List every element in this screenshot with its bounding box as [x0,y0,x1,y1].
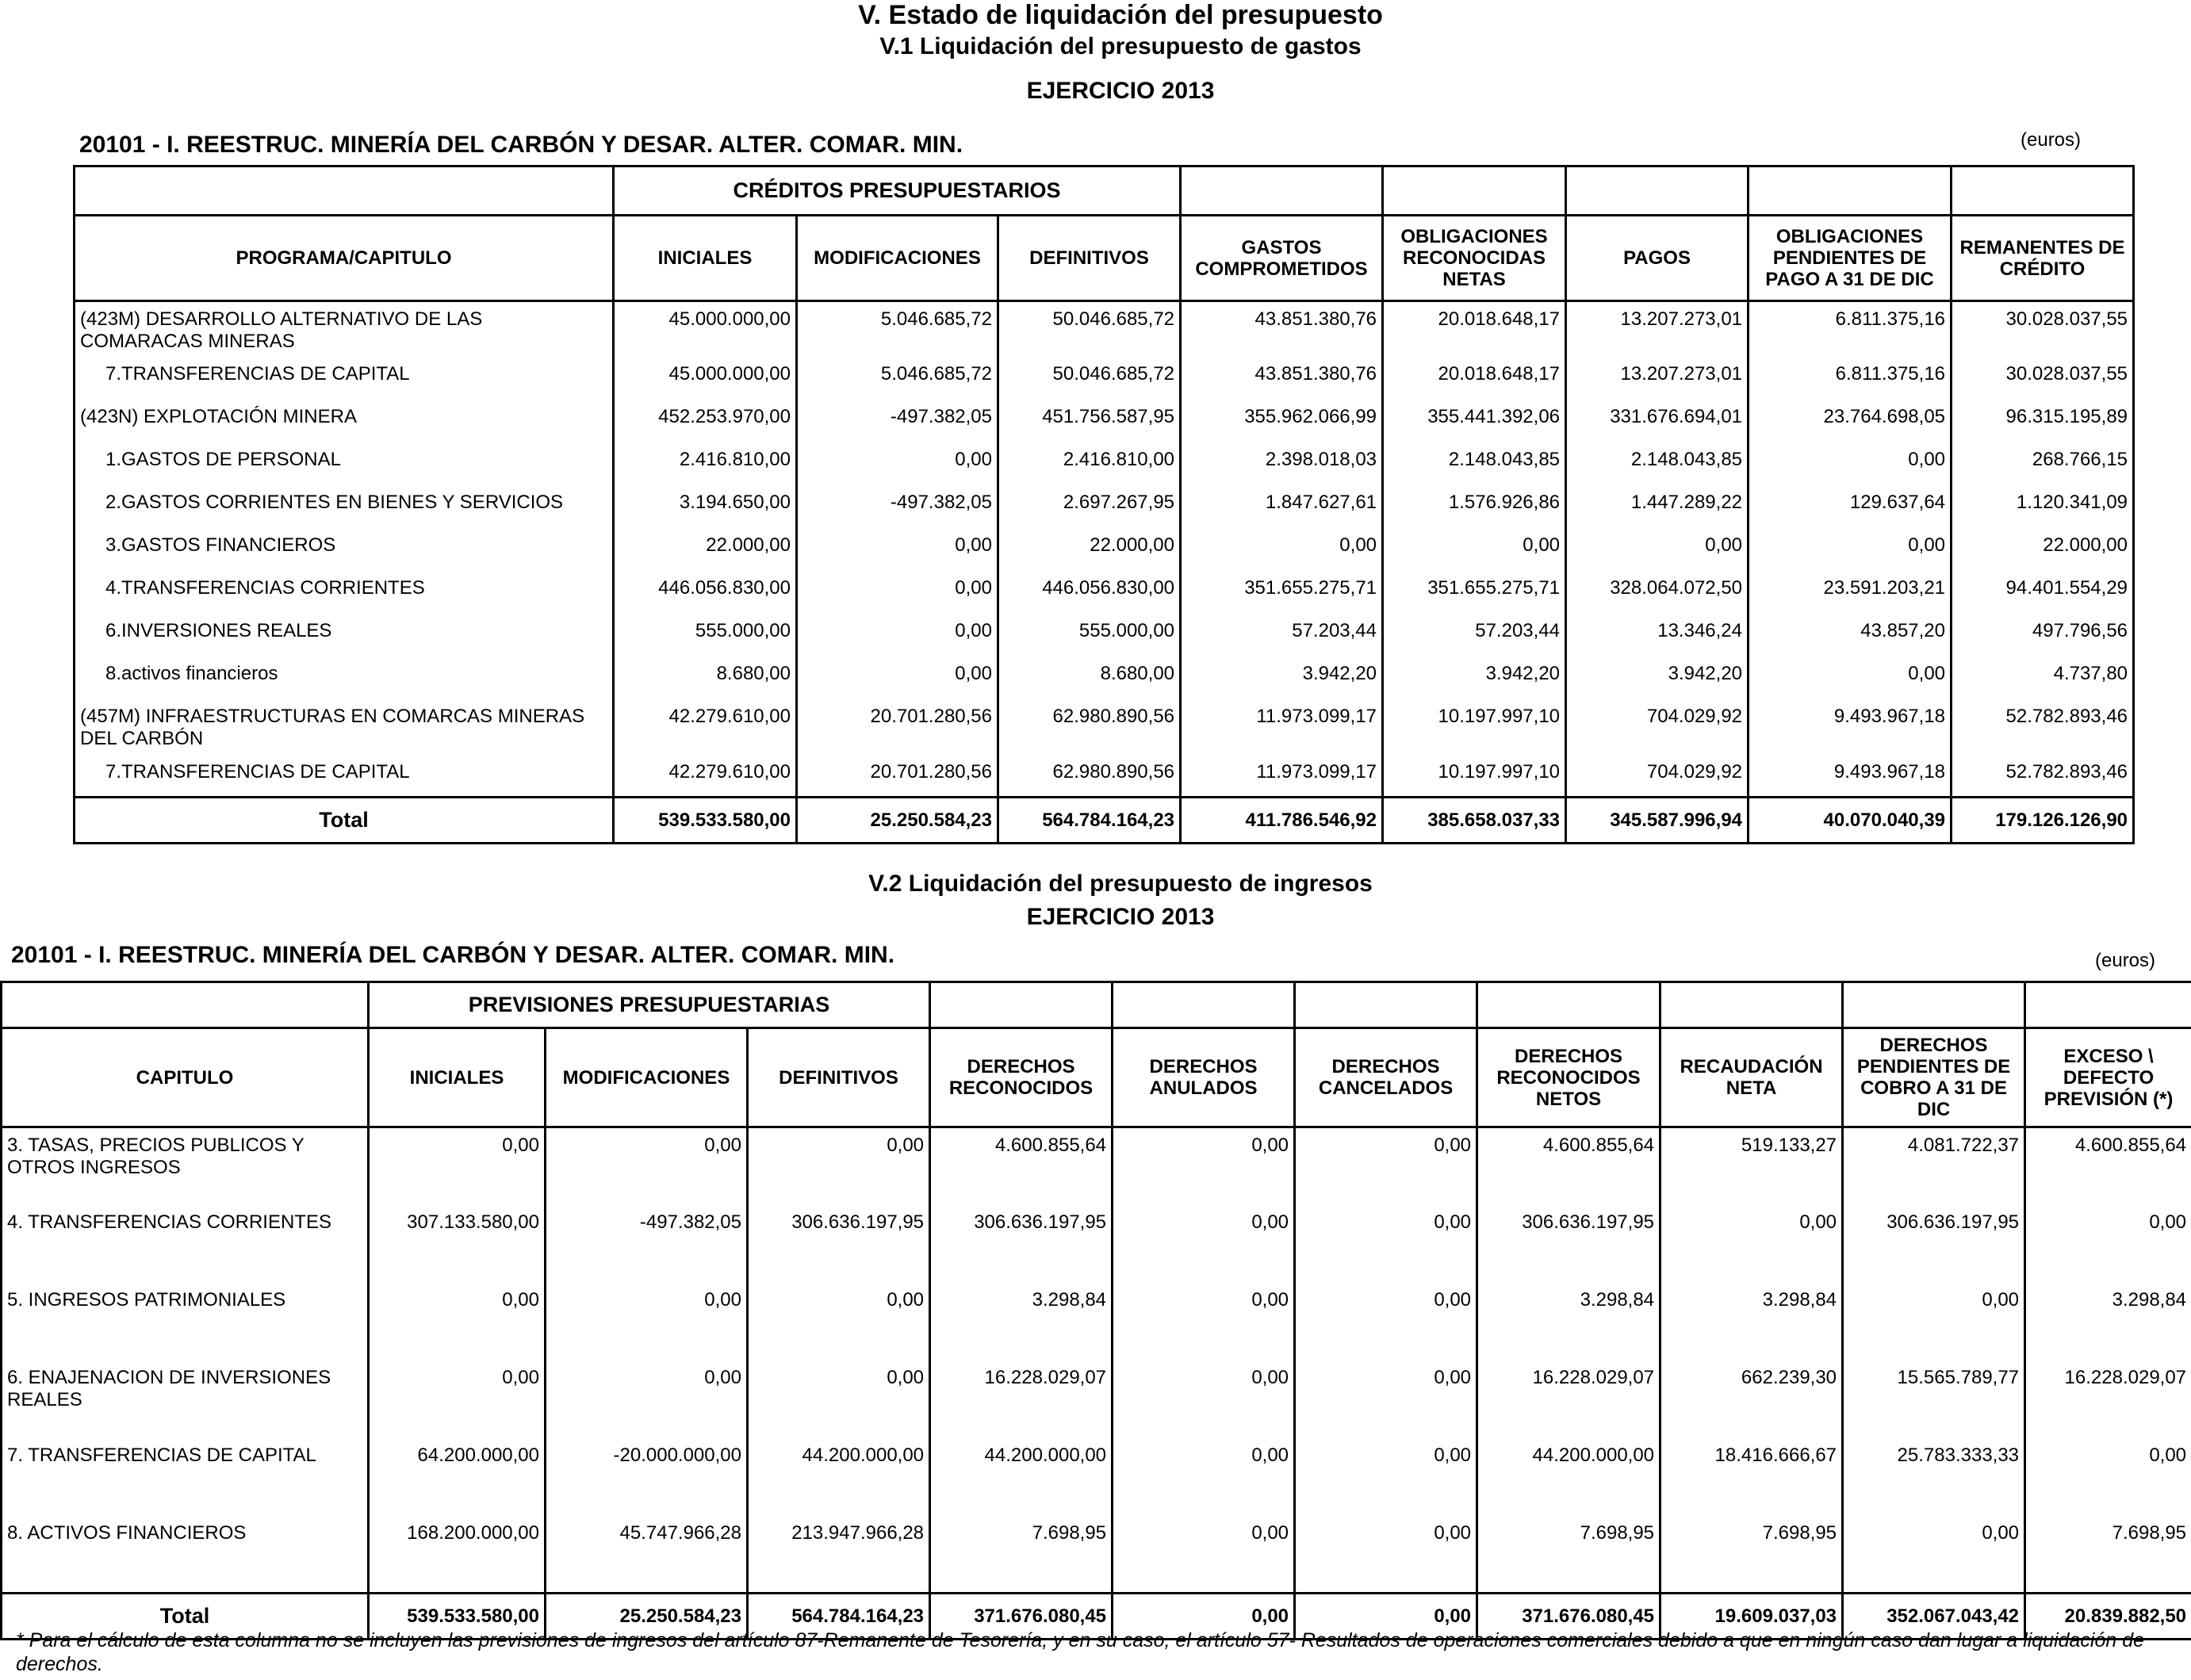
ingresos-col-header: DERECHOS PENDIENTES DE COBRO A 31 DE DIC [1843,1028,2025,1127]
cell-value: 0,00 [797,528,998,571]
row-label: (457M) INFRAESTRUCTURAS EN COMARCAS MINERAS DEL CARBÓN [75,699,614,755]
cell-value: 0,00 [1113,1283,1295,1360]
gastos-col-header: INICIALES [614,216,797,301]
cell-value: 0,00 [1566,528,1749,571]
gastos-col-header: PROGRAMA/CAPITULO [75,216,614,301]
cell-value: 4.081.722,37 [1843,1127,2025,1205]
cell-value: 2.148.043,85 [1383,442,1566,485]
gastos-col-header: OBLIGACIONES PENDIENTES DE PAGO A 31 DE DIC [1749,216,1952,301]
cell-value: 13.346,24 [1566,614,1749,656]
row-label: 5. INGRESOS PATRIMONIALES [2,1283,369,1360]
cell-value: 43.851.380,76 [1181,301,1383,357]
cell-value: 7.698,95 [930,1516,1113,1594]
exercise-label: EJERCICIO 2013 [1026,78,1215,104]
cell-value: 7.698,95 [1660,1516,1843,1594]
gastos-col-header: PAGOS [1566,216,1749,301]
cell-value: 20.701.280,56 [797,699,998,755]
cell-value: 1.847.627,61 [1181,485,1383,528]
cell-value: 94.401.554,29 [1952,571,2134,614]
cell-value: 452.253.970,00 [614,400,797,442]
cell-value: 0,00 [369,1283,546,1360]
cell-value: 0,00 [1383,528,1566,571]
cell-value: 0,00 [1181,528,1383,571]
cell-value: 306.636.197,95 [1843,1205,2025,1283]
cell-value: 2.148.043,85 [1566,442,1749,485]
cell-value: 306.636.197,95 [748,1205,930,1283]
table-row [2,1516,2191,1594]
cell-value: 11.973.099,17 [1181,755,1383,798]
cell-value: 555.000,00 [998,614,1181,656]
cell-value: 64.200.000,00 [369,1438,546,1516]
cell-value: 30.028.037,55 [1952,301,2134,357]
cell-value: 0,00 [748,1360,930,1438]
table-row [75,699,2134,755]
total-value: 25.250.584,23 [797,798,998,844]
cell-value: 45.747.966,28 [546,1516,748,1594]
ingresos-col-header: DEFINITIVOS [748,1028,930,1127]
row-label: 2.GASTOS CORRIENTES EN BIENES Y SERVICIOS [75,485,614,528]
cell-value: -497.382,05 [546,1205,748,1283]
gastos-org-title: 20101 - I. REESTRUC. MINERÍA DEL CARBÓN Y DESAR. ALTER. COMAR. MIN. [79,132,963,158]
cell-value: 13.207.273,01 [1566,301,1749,357]
cell-value: 3.942,20 [1566,656,1749,699]
cell-value: 0,00 [797,442,998,485]
cell-value: 9.493.967,18 [1749,699,1952,755]
table-row [75,442,2134,485]
page-subtitle: V.1 Liquidación del presupuesto de gastos [879,33,1362,59]
cell-value: 22.000,00 [614,528,797,571]
cell-value: 129.637,64 [1749,485,1952,528]
cell-value: 15.565.789,77 [1843,1360,2025,1438]
row-label: 8.activos financieros [75,656,614,699]
total-value: 0,00 [1295,1594,1477,1640]
ingresos-col-header: RECAUDACIÓN NETA [1660,1028,1843,1127]
table-row [75,614,2134,656]
cell-value: 168.200.000,00 [369,1516,546,1594]
table-row [75,400,2134,442]
footnote: * Para el cálculo de esta columna no se incluyen las previsiones de ingresos del artículo 87-Remanente de Tesorería, y en su caso, el artículo 57- Resultados de operaciones comerciales debido a que en ningún caso dan lugar a liquidación de derechos. [16,1629,2145,1675]
table-row [75,656,2134,699]
ingresos-subtitle: V.2 Liquidación del presupuesto de ingresos [868,871,1373,897]
cell-value: 44.200.000,00 [930,1438,1113,1516]
cell-value: 1.447.289,22 [1566,485,1749,528]
cell-value: 351.655.275,71 [1383,571,1566,614]
row-label: 7.TRANSFERENCIAS DE CAPITAL [75,755,614,798]
cell-value: 3.298,84 [1660,1283,1843,1360]
cell-value: 4.600.855,64 [930,1127,1113,1205]
row-label: (423N) EXPLOTACIÓN MINERA [75,400,614,442]
cell-value: 0,00 [1749,442,1952,485]
cell-value: 0,00 [1113,1438,1295,1516]
cell-value: 62.980.890,56 [998,755,1181,798]
cell-value: 3.942,20 [1181,656,1383,699]
cell-value: 3.298,84 [930,1283,1113,1360]
cell-value: 0,00 [2025,1438,2191,1516]
total-value: 19.609.037,03 [1660,1594,1843,1640]
gastos-col-header: OBLIGACIONES RECONOCIDAS NETAS [1383,216,1566,301]
cell-value: 7.698,95 [2025,1516,2191,1594]
cell-value: 30.028.037,55 [1952,357,2134,400]
table-row [75,357,2134,400]
cell-value: 16.228.029,07 [2025,1360,2191,1438]
cell-value: 519.133,27 [1660,1127,1843,1205]
cell-value: 446.056.830,00 [614,571,797,614]
table-row [75,485,2134,528]
cell-value: 0,00 [1113,1127,1295,1205]
total-value: 345.587.996,94 [1566,798,1749,844]
cell-value: 6.811.375,16 [1749,301,1952,357]
total-value: 352.067.043,42 [1843,1594,2025,1640]
cell-value: 0,00 [369,1127,546,1205]
cell-value: 3.194.650,00 [614,485,797,528]
cell-value: 2.697.267,95 [998,485,1181,528]
cell-value: 307.133.580,00 [369,1205,546,1283]
total-label: Total [2,1594,369,1640]
cell-value: 306.636.197,95 [930,1205,1113,1283]
cell-value: 0,00 [1843,1516,2025,1594]
total-value: 20.839.882,50 [2025,1594,2191,1640]
cell-value: 0,00 [1295,1438,1477,1516]
ingresos-col-header: DERECHOS RECONOCIDOS NETOS [1477,1028,1660,1127]
cell-value: 18.416.666,67 [1660,1438,1843,1516]
cell-value: 22.000,00 [998,528,1181,571]
cell-value: 7.698,95 [1477,1516,1660,1594]
cell-value: 11.973.099,17 [1181,699,1383,755]
cell-value: 43.857,20 [1749,614,1952,656]
cell-value: -20.000.000,00 [546,1438,748,1516]
row-label: 1.GASTOS DE PERSONAL [75,442,614,485]
cell-value: 0,00 [1295,1283,1477,1360]
cell-value: 43.851.380,76 [1181,357,1383,400]
table-row [2,1127,2191,1205]
cell-value: 16.228.029,07 [930,1360,1113,1438]
cell-value: 451.756.587,95 [998,400,1181,442]
cell-value: 0,00 [369,1360,546,1438]
table-row [75,528,2134,571]
total-value: 25.250.584,23 [546,1594,748,1640]
gastos-col-header: DEFINITIVOS [998,216,1181,301]
cell-value: 13.207.273,01 [1566,357,1749,400]
total-value: 40.070.040,39 [1749,798,1952,844]
cell-value: 0,00 [797,571,998,614]
cell-value: 268.766,15 [1952,442,2134,485]
gastos-group-header: CRÉDITOS PRESUPUESTARIOS [614,166,1181,216]
total-value: 411.786.546,92 [1181,798,1383,844]
total-value: 564.784.164,23 [998,798,1181,844]
cell-value: 4.600.855,64 [2025,1127,2191,1205]
cell-value: 22.000,00 [1952,528,2134,571]
cell-value: 351.655.275,71 [1181,571,1383,614]
total-value: 179.126.126,90 [1952,798,2134,844]
cell-value: 50.046.685,72 [998,301,1181,357]
gastos-col-header: GASTOS COMPROMETIDOS [1181,216,1383,301]
cell-value: 555.000,00 [614,614,797,656]
cell-value: 10.197.997,10 [1383,699,1566,755]
cell-value: 355.441.392,06 [1383,400,1566,442]
cell-value: 6.811.375,16 [1749,357,1952,400]
gastos-col-header: MODIFICACIONES [797,216,998,301]
total-value: 371.676.080,45 [930,1594,1113,1640]
cell-value: 2.416.810,00 [998,442,1181,485]
cell-value: 0,00 [1113,1205,1295,1283]
cell-value: 52.782.893,46 [1952,699,2134,755]
ingresos-exercise-label: EJERCICIO 2013 [1026,904,1215,930]
ingresos-col-header: MODIFICACIONES [546,1028,748,1127]
cell-value: 57.203,44 [1181,614,1383,656]
row-label: 7.TRANSFERENCIAS DE CAPITAL [75,357,614,400]
table-row [2,1438,2191,1516]
total-value: 371.676.080,45 [1477,1594,1660,1640]
ingresos-col-header: DERECHOS ANULADOS [1113,1028,1295,1127]
cell-value: 42.279.610,00 [614,755,797,798]
ingresos-group-header: PREVISIONES PRESUPUESTARIAS [369,982,930,1028]
row-label: 8. ACTIVOS FINANCIEROS [2,1516,369,1594]
row-label: (423M) DESARROLLO ALTERNATIVO DE LAS COMARACAS MINERAS [75,301,614,357]
cell-value: 0,00 [1749,528,1952,571]
cell-value: 0,00 [797,656,998,699]
ingresos-col-header: EXCESO \ DEFECTO PREVISIÓN (*) [2025,1028,2191,1127]
cell-value: 62.980.890,56 [998,699,1181,755]
cell-value: 0,00 [797,614,998,656]
cell-value: 331.676.694,01 [1566,400,1749,442]
cell-value: 0,00 [1295,1516,1477,1594]
cell-value: 497.796,56 [1952,614,2134,656]
cell-value: 42.279.610,00 [614,699,797,755]
cell-value: -497.382,05 [797,400,998,442]
cell-value: 704.029,92 [1566,699,1749,755]
row-label: 3. TASAS, PRECIOS PUBLICOS Y OTROS INGRESOS [2,1127,369,1205]
table-row [2,1360,2191,1438]
cell-value: 44.200.000,00 [748,1438,930,1516]
cell-value: 23.764.698,05 [1749,400,1952,442]
cell-value: 3.298,84 [1477,1283,1660,1360]
ingresos-org-title: 20101 - I. REESTRUC. MINERÍA DEL CARBÓN Y DESAR. ALTER. COMAR. MIN. [11,942,895,968]
ingresos-col-header: CAPITULO [2,1028,369,1127]
cell-value: 9.493.967,18 [1749,755,1952,798]
ingresos-col-header: DERECHOS CANCELADOS [1295,1028,1477,1127]
cell-value: 5.046.685,72 [797,357,998,400]
cell-value: 0,00 [1113,1516,1295,1594]
cell-value: 3.942,20 [1383,656,1566,699]
total-value: 564.784.164,23 [748,1594,930,1640]
cell-value: 0,00 [1295,1360,1477,1438]
cell-value: 96.315.195,89 [1952,400,2134,442]
cell-value: 0,00 [546,1283,748,1360]
total-label: Total [75,798,614,844]
cell-value: 45.000.000,00 [614,357,797,400]
cell-value: 52.782.893,46 [1952,755,2134,798]
cell-value: 355.962.066,99 [1181,400,1383,442]
cell-value: 2.416.810,00 [614,442,797,485]
cell-value: 306.636.197,95 [1477,1205,1660,1283]
gastos-blank-header [75,166,614,216]
ingresos-units: (euros) [2095,950,2156,971]
total-value: 385.658.037,33 [1383,798,1566,844]
cell-value: 446.056.830,00 [998,571,1181,614]
row-label: 7. TRANSFERENCIAS DE CAPITAL [2,1438,369,1516]
cell-value: 20.018.648,17 [1383,301,1566,357]
cell-value: 0,00 [748,1283,930,1360]
cell-value: 0,00 [1295,1127,1477,1205]
gastos-units: (euros) [2021,129,2082,151]
cell-value: 0,00 [1749,656,1952,699]
cell-value: 3.298,84 [2025,1283,2191,1360]
cell-value: 4.600.855,64 [1477,1127,1660,1205]
cell-value: 25.783.333,33 [1843,1438,2025,1516]
cell-value: 0,00 [546,1360,748,1438]
row-label: 3.GASTOS FINANCIEROS [75,528,614,571]
cell-value: 10.197.997,10 [1383,755,1566,798]
row-label: 6. ENAJENACION DE INVERSIONES REALES [2,1360,369,1438]
table-row [75,301,2134,357]
total-value: 0,00 [1113,1594,1295,1640]
table-row [2,1205,2191,1283]
cell-value: 704.029,92 [1566,755,1749,798]
cell-value: 45.000.000,00 [614,301,797,357]
total-value: 539.533.580,00 [614,798,797,844]
total-value: 539.533.580,00 [369,1594,546,1640]
cell-value: 0,00 [1113,1360,1295,1438]
gastos-table [73,165,2135,844]
cell-value: 50.046.685,72 [998,357,1181,400]
cell-value: 8.680,00 [998,656,1181,699]
cell-value: 0,00 [748,1127,930,1205]
cell-value: 1.120.341,09 [1952,485,2134,528]
cell-value: 20.701.280,56 [797,755,998,798]
ingresos-table [0,981,2191,1640]
ingresos-col-header: INICIALES [369,1028,546,1127]
cell-value: 4.737,80 [1952,656,2134,699]
cell-value: 0,00 [546,1127,748,1205]
table-row [75,571,2134,614]
cell-value: 0,00 [2025,1205,2191,1283]
row-label: 6.INVERSIONES REALES [75,614,614,656]
cell-value: 57.203,44 [1383,614,1566,656]
cell-value: 1.576.926,86 [1383,485,1566,528]
row-label: 4. TRANSFERENCIAS CORRIENTES [2,1205,369,1283]
ingresos-col-header: DERECHOS RECONOCIDOS [930,1028,1113,1127]
cell-value: 662.239,30 [1660,1360,1843,1438]
cell-value: 16.228.029,07 [1477,1360,1660,1438]
table-row [2,1283,2191,1360]
cell-value: 8.680,00 [614,656,797,699]
cell-value: 44.200.000,00 [1477,1438,1660,1516]
cell-value: 23.591.203,21 [1749,571,1952,614]
cell-value: -497.382,05 [797,485,998,528]
cell-value: 0,00 [1660,1205,1843,1283]
total-row [75,798,2134,844]
cell-value: 2.398.018,03 [1181,442,1383,485]
row-label: 4.TRANSFERENCIAS CORRIENTES [75,571,614,614]
table-row [75,755,2134,798]
page-title: V. Estado de liquidación del presupuesto [858,0,1383,30]
cell-value: 328.064.072,50 [1566,571,1749,614]
cell-value: 5.046.685,72 [797,301,998,357]
cell-value: 213.947.966,28 [748,1516,930,1594]
gastos-col-header: REMANENTES DE CRÉDITO [1952,216,2134,301]
cell-value: 20.018.648,17 [1383,357,1566,400]
cell-value: 0,00 [1295,1205,1477,1283]
cell-value: 0,00 [1843,1283,2025,1360]
